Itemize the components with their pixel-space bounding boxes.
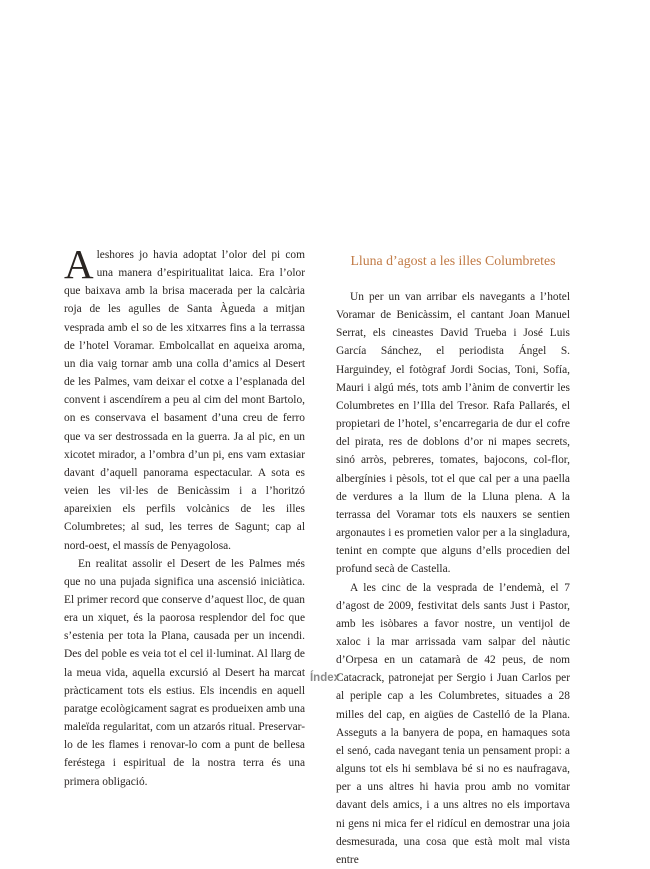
index-link[interactable]: Índex <box>0 672 650 684</box>
left-paragraph-1-text: leshores jo havia adoptat l’olor del pi com una manera d’espiritualitat laica. Era l’olor que baixava amb la brisa macerada per la calcària roja de les agulles de Santa Àgueda a mitjan vesprada amb el so de les xitxarres fins a la terrassa de l’hotel Voramar. Embolcallat en aqueixa aroma, un dia vaig tornar amb una colla d’amics al Desert de les Palmes, vam deixar el cotxe a l’esplanada del convent i ascendírem a peu al cim del mont Bartolo, on es conservava el basament d’una creu de ferro que va ser destrossada en la guerra. Ja al pic, en un xicotet mirador, a l’ombra d’un pi, ens vam extasiar davant d’aquell panorama espectacular. A sota es veien les vil·les de Benicàssim i a l’horitzó apareixien els perfils volcànics de les illes Columbretes; al sud, les terres de Sagunt; cap al nord-oest, el massís de Penyagolosa. <box>64 249 305 552</box>
right-paragraph-2: A les cinc de la vesprada de l’endemà, el 7 d’agost de 2009, festivitat dels sants Just i Pastor, amb les isòbares a favor nostre, un ventijol de xaloc i la mar arrissada vam salpar del nàutic d’Orpesa en un catamarà de 42 peus, de nom Catacrack, patronejat per Sergio i Juan Carlos per al periple cap a les Columbretes, situades a 28 milles del cap, en aigües de Castelló de la Plana. Asseguts a la banyera de popa, en hamaques sota el senó, cada navegant tenia un pensament propi: a alguns tot els hi semblava bé si no es naufragava, per a uns altres hi havia prou amb no vomitar davant dels amics, i a uns altres no els importava ni gens ni mica fer el ridícul en demostrar una joia desmesurada, una cosa que està molt mal vista entre <box>336 579 570 869</box>
left-column <box>64 246 305 791</box>
right-paragraph-1: Un per un van arribar els navegants a l’hotel Voramar de Benicàssim, el cantant Joan Manuel Serrat, els cineastes David Trueba i José Luis García Sánchez, el periodista Ángel S. Harguindey, el fotògraf Jordi Socias, Toni, Sofía, Mauri i algú més, tots amb l’ànim de convertir les Columbretes en l’Illa del Tresor. Rafa Pallarés, el propietari de l’hotel, s’encarregaria de dur el cofre del pirata, res de doblons d’or ni mapes secrets, sinó arròs, pebreres, tomates, bajocons, col-flor, albergínies i pèsols, tot el que cal per a una paella de verdures a la llum de la Lluna plena. A la terrassa del Voramar tots els nauxers se sentien argonautes i es prometien valor per a la singladura, tenint en compte que alguns d’ells procedien del profund secà de Castella. <box>336 288 570 579</box>
left-paragraph-1 <box>64 246 305 555</box>
section-title: Lluna d’agost a les illes Columbretes <box>336 252 570 270</box>
right-column <box>336 252 570 869</box>
left-paragraph-2: En realitat assolir el Desert de les Palmes més que no una pujada significa una ascensió iniciàtica. El primer record que conserve d’aquest lloc, de quan era un xiquet, és la paorosa resplendor del foc que s’estenia per tota la Plana, causada per un incendi. Des del poble es veia tot el cel il·luminat. Al llarg de la meua vida, aquella excursió al Desert ha marcat pràcticament tots els estius. Els incendis en aquell paratge ecològicament sagrat es produeixen amb una maleïda regularitat, com un atzarós ritual. Preservar-lo de les flames i renovar-lo com a punt de bellesa feréstega i espiritual de la nostra terra és una primera obligació. <box>64 555 305 791</box>
drop-cap: A <box>64 248 97 281</box>
